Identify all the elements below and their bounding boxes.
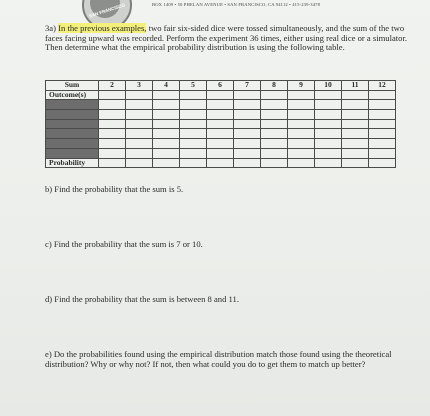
outcome-cell[interactable] — [342, 90, 369, 100]
sum-row — [46, 81, 396, 91]
shaded-cell — [46, 139, 99, 149]
shaded-cell — [46, 119, 99, 129]
outcome-cell[interactable] — [288, 119, 315, 129]
outcome-cell[interactable] — [342, 119, 369, 129]
probability-cell[interactable] — [315, 158, 342, 168]
outcome-cell[interactable] — [342, 110, 369, 120]
outcome-cell[interactable] — [207, 119, 234, 129]
outcome-cell[interactable] — [126, 139, 153, 149]
outcome-cell[interactable] — [180, 90, 207, 100]
outcome-cell[interactable] — [180, 148, 207, 158]
outcome-cell[interactable] — [342, 129, 369, 139]
shaded-cell — [46, 148, 99, 158]
sum-cell: 4 — [153, 81, 180, 91]
outcome-cell[interactable] — [288, 110, 315, 120]
probability-table — [45, 80, 396, 168]
shaded-cell — [46, 110, 99, 120]
outcome-row — [46, 90, 396, 100]
outcome-cell[interactable] — [207, 148, 234, 158]
outcome-cell[interactable] — [180, 139, 207, 149]
outcome-cell[interactable] — [99, 90, 126, 100]
college-address: BOX 1409 • 50 PHELAN AVENUE • SAN FRANCISCO, CA 94112 • 415-239-3478 — [152, 2, 321, 7]
outcome-cell[interactable] — [342, 139, 369, 149]
outcome-cell[interactable] — [315, 139, 342, 149]
blank-row — [46, 129, 396, 139]
sum-cell: 10 — [315, 81, 342, 91]
outcome-cell[interactable] — [234, 100, 261, 110]
outcome-cell[interactable] — [99, 100, 126, 110]
sum-cell: 7 — [234, 81, 261, 91]
probability-cell[interactable] — [126, 158, 153, 168]
outcome-cell[interactable] — [342, 100, 369, 110]
sum-cell: 8 — [261, 81, 288, 91]
outcome-cell[interactable] — [369, 110, 396, 120]
outcome-cell[interactable] — [126, 148, 153, 158]
outcome-cell[interactable] — [153, 90, 180, 100]
outcome-cell[interactable] — [315, 148, 342, 158]
question-3a-text: two fair six-sided dice were tossed simultaneously, and the sum of the two faces facing upward was recorded. Perform the experiment 36 times, either using real dice or a simulator. Then determine what the empirical probability distribution is using the following table. — [45, 23, 407, 52]
outcome-cell[interactable] — [234, 110, 261, 120]
question-b: b) Find the probability that the sum is 5. — [45, 184, 184, 194]
outcome-cell[interactable] — [234, 148, 261, 158]
outcome-cell[interactable] — [153, 100, 180, 110]
outcome-cell[interactable] — [153, 119, 180, 129]
highlighted-phrase: In the previous examples, — [58, 23, 147, 33]
outcome-cell[interactable] — [99, 129, 126, 139]
question-e: e) Do the probabilities found using the empirical distribution match those found using the theoretical distribution? Why or why not? If not, then what could you do to get them to match up better? — [45, 349, 392, 369]
outcome-cell[interactable] — [369, 148, 396, 158]
probability-row — [46, 158, 396, 168]
question-c: c) Find the probability that the sum is 7 or 10. — [45, 239, 203, 249]
outcome-cell[interactable] — [234, 90, 261, 100]
outcome-cell[interactable] — [99, 110, 126, 120]
outcome-cell[interactable] — [288, 139, 315, 149]
outcome-cell[interactable] — [153, 139, 180, 149]
outcome-cell[interactable] — [261, 90, 288, 100]
probability-cell[interactable] — [234, 158, 261, 168]
outcome-cell[interactable] — [126, 100, 153, 110]
outcome-cell[interactable] — [261, 100, 288, 110]
blank-row — [46, 139, 396, 149]
outcome-cell[interactable] — [153, 110, 180, 120]
outcome-cell[interactable] — [180, 100, 207, 110]
outcome-cell[interactable] — [126, 119, 153, 129]
sum-cell: 5 — [180, 81, 207, 91]
probability-cell[interactable] — [153, 158, 180, 168]
sum-cell: 11 — [342, 81, 369, 91]
outcome-cell[interactable] — [234, 139, 261, 149]
outcome-cell[interactable] — [369, 139, 396, 149]
outcome-cell[interactable] — [261, 119, 288, 129]
outcome-cell[interactable] — [315, 110, 342, 120]
probability-cell[interactable] — [99, 158, 126, 168]
probability-cell[interactable] — [369, 158, 396, 168]
outcomes-label: Outcome(s) — [46, 90, 99, 100]
sum-cell: 2 — [99, 81, 126, 91]
outcome-cell[interactable] — [207, 100, 234, 110]
outcome-cell[interactable] — [261, 129, 288, 139]
outcome-cell[interactable] — [315, 129, 342, 139]
outcome-cell[interactable] — [315, 119, 342, 129]
outcome-cell[interactable] — [288, 90, 315, 100]
outcome-cell[interactable] — [99, 119, 126, 129]
outcome-cell[interactable] — [315, 100, 342, 110]
outcome-cell[interactable] — [369, 129, 396, 139]
sum-cell: 12 — [369, 81, 396, 91]
outcome-cell[interactable] — [234, 119, 261, 129]
outcome-cell[interactable] — [261, 110, 288, 120]
sum-cell: 9 — [288, 81, 315, 91]
outcome-cell[interactable] — [369, 119, 396, 129]
question-3a — [45, 24, 417, 53]
seal-text: SAN FRANCISCO — [88, 2, 126, 19]
outcome-cell[interactable] — [207, 110, 234, 120]
blank-row — [46, 100, 396, 110]
probability-cell[interactable] — [342, 158, 369, 168]
outcome-cell[interactable] — [288, 100, 315, 110]
outcome-cell[interactable] — [261, 139, 288, 149]
blank-row — [46, 119, 396, 129]
shaded-cell — [46, 129, 99, 139]
outcome-cell[interactable] — [342, 148, 369, 158]
blank-row — [46, 148, 396, 158]
sum-cell: 6 — [207, 81, 234, 91]
outcome-cell[interactable] — [207, 139, 234, 149]
outcome-cell[interactable] — [153, 129, 180, 139]
outcome-cell[interactable] — [99, 148, 126, 158]
outcome-cell[interactable] — [315, 90, 342, 100]
outcome-cell[interactable] — [153, 148, 180, 158]
outcome-cell[interactable] — [369, 100, 396, 110]
question-3a-number: 3a) — [45, 23, 56, 33]
outcome-cell[interactable] — [261, 148, 288, 158]
shaded-cell — [46, 100, 99, 110]
sum-cell: 3 — [126, 81, 153, 91]
blank-row — [46, 110, 396, 120]
outcome-cell[interactable] — [234, 129, 261, 139]
probability-cell[interactable] — [261, 158, 288, 168]
probability-cell[interactable] — [207, 158, 234, 168]
outcome-cell[interactable] — [126, 90, 153, 100]
outcome-cell[interactable] — [207, 129, 234, 139]
outcome-cell[interactable] — [207, 90, 234, 100]
question-d: d) Find the probability that the sum is between 8 and 11. — [45, 294, 239, 304]
outcome-cell[interactable] — [369, 90, 396, 100]
sum-header: Sum — [46, 81, 99, 91]
outcome-cell[interactable] — [180, 129, 207, 139]
outcome-cell[interactable] — [126, 110, 153, 120]
outcome-cell[interactable] — [180, 110, 207, 120]
outcome-cell[interactable] — [99, 139, 126, 149]
probability-label: Probability — [46, 158, 99, 168]
outcome-cell[interactable] — [288, 148, 315, 158]
probability-cell[interactable] — [288, 158, 315, 168]
probability-cell[interactable] — [180, 158, 207, 168]
outcome-cell[interactable] — [288, 129, 315, 139]
outcome-cell[interactable] — [180, 119, 207, 129]
outcome-cell[interactable] — [126, 129, 153, 139]
